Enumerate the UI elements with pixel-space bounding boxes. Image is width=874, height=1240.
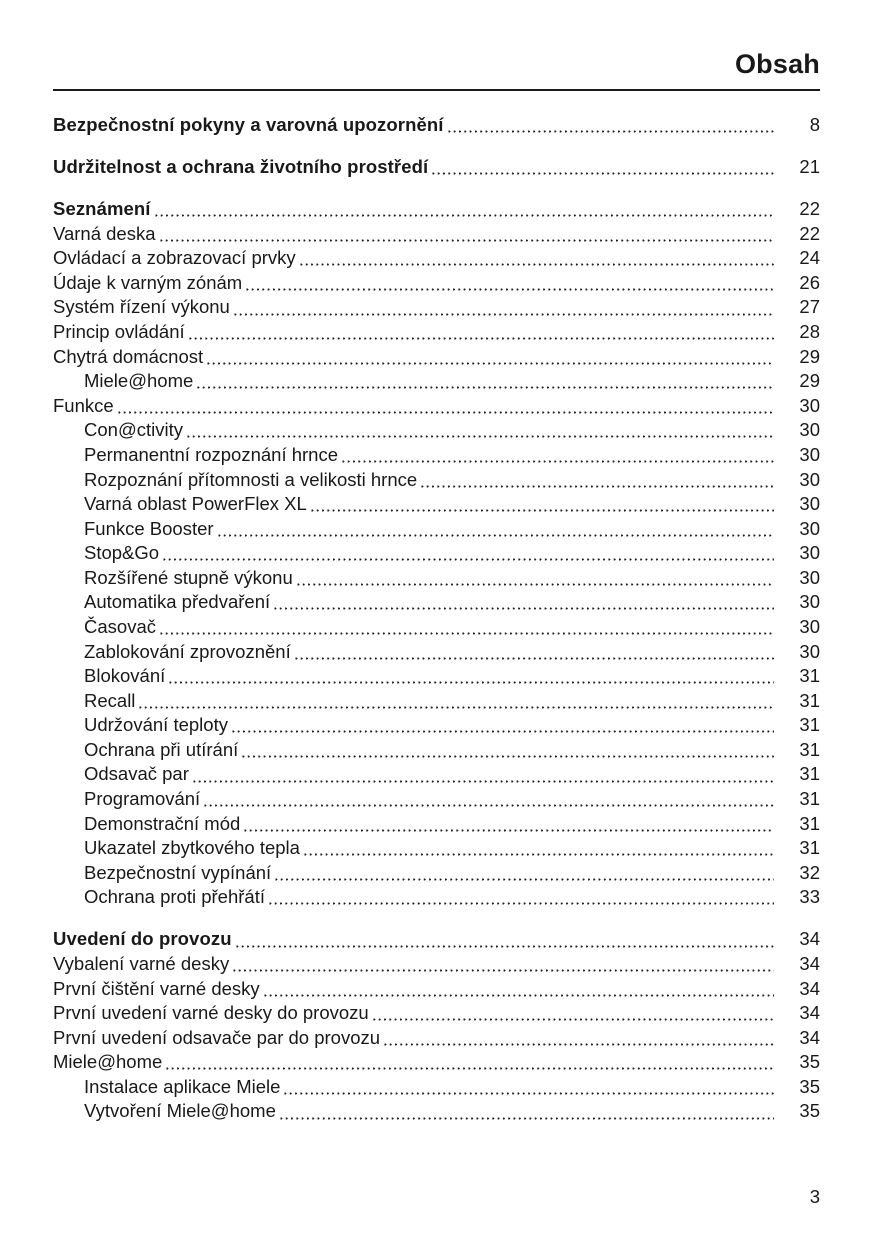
dot-leader xyxy=(280,1099,774,1124)
toc-entry-label: Permanentní rozpoznání hrnce xyxy=(84,443,339,465)
dot-leader xyxy=(155,197,774,222)
dot-leader xyxy=(264,977,774,1002)
toc-entry xyxy=(53,927,820,952)
toc-entry xyxy=(53,1075,820,1100)
toc-page-number: 30 xyxy=(799,542,820,564)
toc-section xyxy=(53,197,820,910)
toc-page-number: 30 xyxy=(799,640,820,662)
toc-entry xyxy=(53,197,820,222)
toc xyxy=(53,113,820,1124)
toc-page-number: 30 xyxy=(799,493,820,515)
toc-entry xyxy=(53,295,820,320)
toc-entry-label: Bezpečnostní pokyny a varovná upozornění xyxy=(53,114,444,135)
toc-section xyxy=(53,113,820,138)
toc-entry xyxy=(53,762,820,787)
toc-entry-label: Miele@home xyxy=(53,1051,163,1073)
toc-entry-label: Varná oblast PowerFlex XL xyxy=(84,493,307,515)
toc-entry-label: Rozšířené stupně výkonu xyxy=(84,566,293,588)
toc-entry-label: Časovač xyxy=(84,615,156,637)
toc-page-number: 26 xyxy=(799,271,820,293)
dot-leader xyxy=(269,885,774,910)
toc-entry xyxy=(53,885,820,910)
toc-entry-label: První uvedení odsavače par do provozu xyxy=(53,1026,381,1048)
toc-section xyxy=(53,155,820,180)
toc-entry-label: První čištění varné desky xyxy=(53,977,260,999)
toc-entry xyxy=(53,271,820,296)
toc-page-number: 31 xyxy=(799,689,820,711)
toc-page-number: 30 xyxy=(799,566,820,588)
toc-page-number: 22 xyxy=(799,222,820,244)
toc-entry xyxy=(53,1050,820,1075)
toc-page-number: 30 xyxy=(799,468,820,490)
dot-leader xyxy=(384,1026,774,1051)
dot-leader xyxy=(118,394,774,419)
toc-page-number: 34 xyxy=(799,1026,820,1048)
toc-entry xyxy=(53,1001,820,1026)
toc-entry-label: Ochrana proti přehřátí xyxy=(84,886,265,908)
toc-page-number: 33 xyxy=(799,886,820,908)
toc-section xyxy=(53,927,820,1124)
toc-entry-label: Varná deska xyxy=(53,222,156,244)
toc-entry-label: Instalace aplikace Miele xyxy=(84,1075,281,1097)
toc-page-number: 31 xyxy=(799,714,820,736)
toc-page-number: 35 xyxy=(799,1100,820,1122)
toc-entry xyxy=(53,246,820,271)
page-header xyxy=(53,0,820,91)
toc-entry xyxy=(53,713,820,738)
toc-entry-label: Funkce xyxy=(53,394,114,416)
toc-entry-label: Recall xyxy=(84,689,136,711)
toc-entry-label: Systém řízení výkonu xyxy=(53,296,230,318)
toc-entry-label: Ochrana při utírání xyxy=(84,738,239,760)
toc-entry xyxy=(53,836,820,861)
toc-page-number: 31 xyxy=(799,788,820,810)
toc-page-number: 30 xyxy=(799,591,820,613)
toc-entry-label: Udržitelnost a ochrana životního prostředí xyxy=(53,156,429,178)
dot-leader xyxy=(166,1050,774,1075)
toc-entry-label: Zablokování zprovoznění xyxy=(84,640,291,662)
toc-entry xyxy=(53,113,820,138)
toc-page-number: 31 xyxy=(799,665,820,687)
dot-leader xyxy=(421,468,774,493)
toc-page-number: 24 xyxy=(799,247,820,269)
dot-leader xyxy=(204,787,774,812)
toc-page-number: 35 xyxy=(799,1075,820,1097)
toc-entry xyxy=(53,155,820,180)
toc-entry-label: Udržování teploty xyxy=(84,714,228,736)
toc-entry xyxy=(53,952,820,977)
toc-entry xyxy=(53,590,820,615)
toc-entry-label: Ukazatel zbytkového tepla xyxy=(84,837,300,859)
toc-page-number: 30 xyxy=(799,517,820,539)
toc-page-number: 29 xyxy=(799,370,820,392)
header-rule xyxy=(53,89,820,91)
toc-page-number: 22 xyxy=(799,198,820,220)
toc-entry xyxy=(53,443,820,468)
dot-leader xyxy=(300,246,774,271)
toc-page-number: 32 xyxy=(799,861,820,883)
toc-entry-label: Ovládací a zobrazovací prvky xyxy=(53,247,296,269)
toc-page-number: 21 xyxy=(799,156,820,178)
toc-entry xyxy=(53,517,820,542)
toc-entry-label: Automatika předvaření xyxy=(84,591,271,613)
toc-entry-label: Stop&Go xyxy=(84,542,160,564)
toc-entry xyxy=(53,345,820,370)
dot-leader xyxy=(311,492,774,517)
toc-entry-label: Blokování xyxy=(84,665,166,687)
toc-entry-label: Vybalení varné desky xyxy=(53,953,230,974)
toc-entry-label: Údaje k varným zónám xyxy=(53,271,243,293)
toc-entry xyxy=(53,492,820,517)
toc-entry xyxy=(53,615,820,640)
toc-page-number: 8 xyxy=(809,114,820,135)
toc-entry xyxy=(53,738,820,763)
toc-entry xyxy=(53,468,820,493)
toc-page-number: 34 xyxy=(799,1002,820,1024)
toc-page-number: 31 xyxy=(799,812,820,834)
dot-leader xyxy=(297,566,774,591)
dot-leader xyxy=(207,345,774,370)
toc-page-number: 31 xyxy=(799,738,820,760)
dot-leader xyxy=(163,541,774,566)
dot-leader xyxy=(233,952,774,977)
toc-entry-label: Bezpečnostní vypínání xyxy=(84,861,272,883)
toc-entry xyxy=(53,812,820,837)
toc-page-number: 34 xyxy=(799,928,820,950)
dot-leader xyxy=(169,664,774,689)
dot-leader xyxy=(197,369,774,394)
dot-leader xyxy=(160,222,775,247)
toc-entry-label: Rozpoznání přítomnosti a velikosti hrnce xyxy=(84,468,418,490)
toc-entry xyxy=(53,566,820,591)
toc-page-number: 34 xyxy=(799,977,820,999)
dot-leader xyxy=(244,812,774,837)
toc-entry xyxy=(53,418,820,443)
toc-page-number: 34 xyxy=(799,953,820,974)
dot-leader xyxy=(234,295,774,320)
toc-entry xyxy=(53,689,820,714)
dot-leader xyxy=(193,762,774,787)
toc-entry-label: První uvedení varné desky do provozu xyxy=(53,1002,369,1024)
toc-entry xyxy=(53,1099,820,1124)
toc-entry-label: Demonstrační mód xyxy=(84,812,241,834)
toc-entry-label: Funkce Booster xyxy=(84,517,214,539)
dot-leader xyxy=(189,320,774,345)
toc-entry-label: Seznámení xyxy=(53,198,151,220)
dot-leader xyxy=(246,271,774,296)
toc-page-number: 35 xyxy=(799,1051,820,1073)
toc-page-number: 31 xyxy=(799,837,820,859)
toc-entry xyxy=(53,787,820,812)
page-title: Obsah xyxy=(734,49,820,79)
toc-entry-label: Miele@home xyxy=(84,370,194,392)
dot-leader xyxy=(304,836,774,861)
toc-entry-label: Uvedení do provozu xyxy=(53,928,232,950)
dot-leader xyxy=(242,738,774,763)
dot-leader xyxy=(232,713,774,738)
toc-page-number: 31 xyxy=(799,763,820,785)
footer-page-number: 3 xyxy=(809,1186,820,1207)
toc-entry xyxy=(53,541,820,566)
dot-leader xyxy=(284,1075,774,1100)
toc-entry xyxy=(53,861,820,886)
toc-entry xyxy=(53,320,820,345)
toc-page-number: 30 xyxy=(799,394,820,416)
dot-leader xyxy=(342,443,774,468)
toc-entry xyxy=(53,664,820,689)
toc-entry xyxy=(53,640,820,665)
dot-leader xyxy=(432,155,774,180)
toc-entry xyxy=(53,394,820,419)
dot-leader xyxy=(218,517,774,542)
toc-entry-label: Con@ctivity xyxy=(84,419,183,441)
dot-leader xyxy=(274,590,774,615)
dot-leader xyxy=(236,927,774,952)
toc-page-number: 27 xyxy=(799,296,820,318)
dot-leader xyxy=(160,615,774,640)
dot-leader xyxy=(448,113,774,138)
toc-entry xyxy=(53,222,820,247)
dot-leader xyxy=(295,640,774,665)
toc-page-number: 29 xyxy=(799,345,820,367)
toc-entry-label: Vytvoření Miele@home xyxy=(84,1100,276,1122)
toc-entry-label: Odsavač par xyxy=(84,763,189,785)
dot-leader xyxy=(373,1001,774,1026)
toc-page-number: 28 xyxy=(799,321,820,343)
toc-entry-label: Princip ovládání xyxy=(53,321,185,343)
toc-page-number: 30 xyxy=(799,419,820,441)
toc-page-number: 30 xyxy=(799,443,820,465)
toc-entry xyxy=(53,977,820,1002)
toc-entry-label: Chytrá domácnost xyxy=(53,345,204,367)
dot-leader xyxy=(139,689,774,714)
toc-page-number: 30 xyxy=(799,615,820,637)
toc-entry-label: Programování xyxy=(84,788,201,810)
toc-entry xyxy=(53,1026,820,1051)
toc-entry xyxy=(53,369,820,394)
dot-leader xyxy=(187,418,774,443)
dot-leader xyxy=(275,861,774,886)
